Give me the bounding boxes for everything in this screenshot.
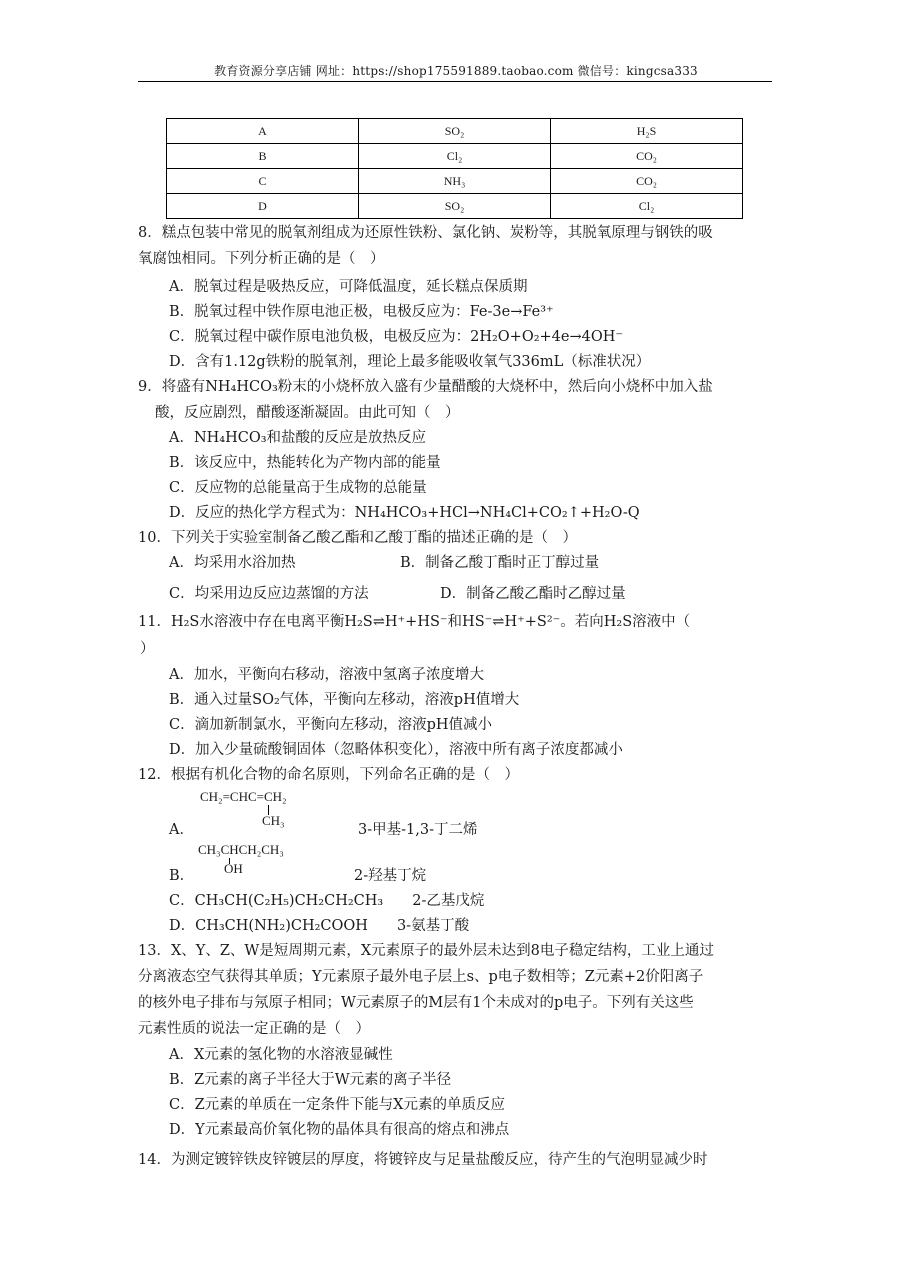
q11-option-d: D．加入少量硫酸铜固体（忽略体积变化），溶液中所有离子浓度都减小 xyxy=(169,742,623,758)
q9-option-a: A．NH₄HCO₃和盐酸的反应是放热反应 xyxy=(169,430,427,446)
q8-option-a: A．脱氧过程是吸热反应，可降低温度，延长糕点保质期 xyxy=(169,279,528,295)
q11-option-c: C．滴加新制氯水，平衡向左移动，溶液pH值减小 xyxy=(169,717,493,733)
table-row xyxy=(167,144,743,169)
q12-option-d: D．CH₃CH(NH₂)CH₂COOH 3-氨基丁酸 xyxy=(169,918,470,934)
q12-b-structure xyxy=(198,842,284,876)
q9-stem-line2: 酸，反应剧烈，醋酸逐渐凝固。由此可知（ ） xyxy=(155,405,460,421)
structure-main-chain: CH₂=CHC=CH₂ xyxy=(200,789,287,804)
structure-branch: OH xyxy=(224,861,243,876)
q13-stem-line4: 元素性质的说法一定正确的是（ ） xyxy=(138,1021,370,1037)
q13-option-c: C．Z元素的单质在一定条件下能与X元素的单质反应 xyxy=(169,1097,505,1113)
q11-stem-line2: ） xyxy=(140,641,155,657)
table-row xyxy=(167,119,743,144)
table-cell: A xyxy=(167,119,359,144)
q13-stem-line1: 13．X、Y、Z、W是短周期元素，X元素原子的最外层未达到8电子稳定结构，工业上通过 xyxy=(138,943,714,959)
q11-stem-line1: 11．H₂S水溶液中存在电离平衡H₂S⇌H⁺+HS⁻和HS⁻⇌H⁺+S²⁻。若向H₂S溶液中（ xyxy=(138,614,691,630)
table-cell: Cl₂ xyxy=(359,144,551,169)
table-cell: CO₂ xyxy=(551,144,743,169)
header-rule xyxy=(138,81,772,82)
table-cell: C xyxy=(167,169,359,194)
options-table xyxy=(166,118,743,219)
table-cell: D xyxy=(167,194,359,219)
table-row xyxy=(167,169,743,194)
q10-option-d: D．制备乙酸乙酯时乙醇过量 xyxy=(440,586,626,602)
table-row xyxy=(167,194,743,219)
q11-option-b: B．通入过量SO₂气体，平衡向左移动，溶液pH值增大 xyxy=(169,692,520,708)
q10-stem: 10．下列关于实验室制备乙酸乙酯和乙酸丁酯的描述正确的是（ ） xyxy=(138,530,577,546)
table-cell: B xyxy=(167,144,359,169)
q12-option-b-label: B． xyxy=(169,868,195,884)
structure-branch: CH₃ xyxy=(262,813,285,828)
q9-option-c: C．反应物的总能量高于生成物的总能量 xyxy=(169,480,427,496)
q13-option-b: B．Z元素的离子半径大于W元素的离子半径 xyxy=(169,1072,452,1088)
q9-option-b: B．该反应中，热能转化为产物内部的能量 xyxy=(169,455,441,471)
q9-stem-line1: 9．将盛有NH₄HCO₃粉末的小烧杯放入盛有少量醋酸的大烧杯中，然后向小烧杯中加入盐 xyxy=(138,379,713,395)
q13-stem-line2: 分离液态空气获得其单质；Y元素原子最外电子层上s、p电子数相等；Z元素+2价阳离子 xyxy=(138,969,704,985)
q10-option-a: A．均采用水浴加热 xyxy=(169,555,296,571)
structure-main-chain: CH₃CHCH₂CH₃ xyxy=(198,842,284,857)
q12-stem: 12．根据有机化合物的命名原则，下列命名正确的是（ ） xyxy=(138,767,519,783)
table-cell: H₂S xyxy=(551,119,743,144)
q10-option-b: B．制备乙酸丁酯时正丁醇过量 xyxy=(400,555,600,571)
q12-option-a-name: 3-甲基-1,3-丁二烯 xyxy=(358,822,478,838)
table-cell: Cl₂ xyxy=(551,194,743,219)
table-cell: SO₂ xyxy=(359,194,551,219)
q12-option-a-label: A． xyxy=(169,822,194,838)
q8-option-c: C．脱氧过程中碳作原电池负极，电极反应为：2H₂O+O₂+4e→4OH⁻ xyxy=(169,329,624,345)
q12-a-structure xyxy=(200,789,287,828)
q12-option-c: C．CH₃CH(C₂H₅)CH₂CH₂CH₃ 2-乙基戊烷 xyxy=(169,893,485,909)
q11-option-a: A．加水，平衡向右移动，溶液中氢离子浓度增大 xyxy=(169,667,484,683)
q9-option-d: D．反应的热化学方程式为：NH₄HCO₃+HCl→NH₄Cl+CO₂↑+H₂O-Q xyxy=(169,505,640,521)
q13-stem-line3: 的核外电子排布与氖原子相同；W元素原子的M层有1个未成对的p电子。下列有关这些 xyxy=(138,995,694,1011)
q13-option-d: D．Y元素最高价氧化物的晶体具有很高的熔点和沸点 xyxy=(169,1122,510,1138)
q13-option-a: A．X元素的氢化物的水溶液显碱性 xyxy=(169,1047,393,1063)
q14-stem-line1: 14．为测定镀锌铁皮锌镀层的厚度，将镀锌皮与足量盐酸反应，待产生的气泡明显减少时 xyxy=(138,1152,708,1168)
q8-option-d: D．含有1.12g铁粉的脱氧剂，理论上最多能吸收氧气336mL（标准状况） xyxy=(169,354,651,370)
q12-option-b-name: 2-羟基丁烷 xyxy=(354,868,427,884)
q8-option-b: B．脱氧过程中铁作原电池正极，电极反应为：Fe-3e→Fe³⁺ xyxy=(169,304,554,320)
q10-option-c: C．均采用边反应边蒸馏的方法 xyxy=(169,586,369,602)
table-cell: CO₂ xyxy=(551,169,743,194)
q8-stem-line1: 8．糕点包装中常见的脱氧剂组成为还原性铁粉、氯化钠、炭粉等，其脱氧原理与钢铁的吸 xyxy=(138,225,713,241)
table-cell: SO₂ xyxy=(359,119,551,144)
q8-stem-line2: 氧腐蚀相同。下列分析正确的是（ ） xyxy=(138,251,385,267)
page-header: 教育资源分享店铺 网址：https://shop175591889.taobao.com 微信号：kingcsa333 xyxy=(214,64,698,78)
table-cell: NH₃ xyxy=(359,169,551,194)
